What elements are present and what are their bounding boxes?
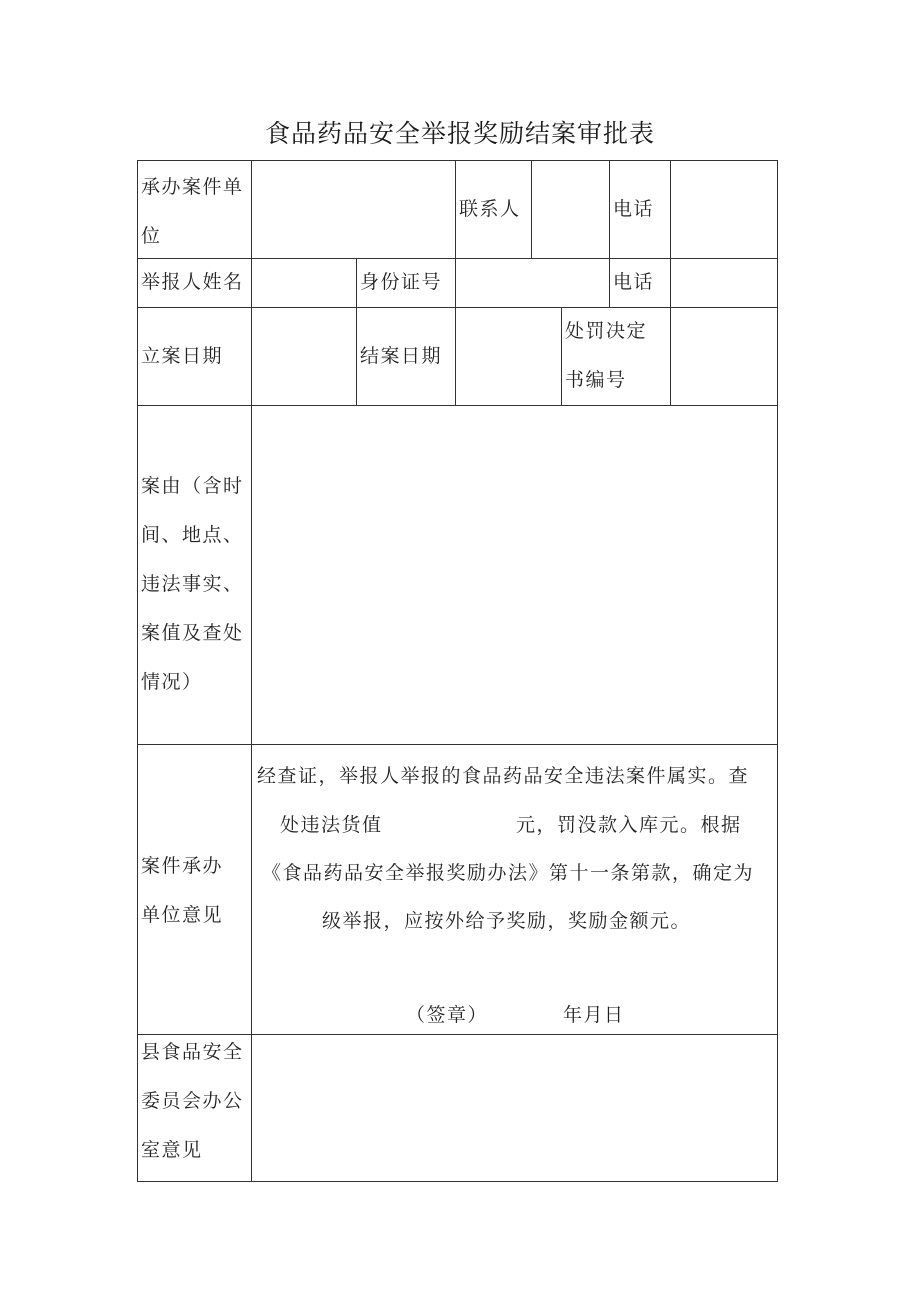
opinion-body-line4: 级举报，应按外给予奖励，奖励金额元。 [322, 910, 692, 932]
row2-divider-a [356, 258, 357, 307]
opinion-body-line3: 《食品药品安全举报奖励办法》第十一条第款，确定为 [262, 862, 755, 884]
opinion-label-line1: 案件承办 [141, 855, 224, 877]
row2-divider-c [609, 258, 610, 307]
handling-unit-opinion-label [141, 842, 223, 940]
opinion-label-line2: 单位意见 [141, 904, 224, 926]
committee-label-line2: 委员会办公 [141, 1090, 244, 1112]
row1-divider-a [455, 160, 456, 258]
cause-label-line: 违法事实、 [141, 573, 244, 595]
close-date-label: 结案日期 [360, 345, 443, 367]
phone-label-2: 电话 [613, 271, 655, 293]
row1-divider-d [670, 160, 671, 258]
date-label: 年月日 [563, 1004, 625, 1026]
row-divider-4 [137, 744, 778, 745]
id-number-label: 身份证号 [360, 271, 443, 293]
committee-label-line1: 县食品安全 [141, 1041, 244, 1063]
contact-label: 联系人 [459, 198, 521, 220]
row1-divider-b [531, 160, 532, 258]
unit-label-line2: 位 [141, 225, 162, 247]
committee-label-line3: 室意见 [141, 1139, 203, 1161]
seal-label: （签章） [406, 1004, 489, 1026]
penalty-label-line1: 处罚决定 [565, 320, 648, 342]
form-title: 食品药品安全举报奖励结案审批表 [264, 119, 655, 148]
penalty-label-line2: 书编号 [565, 369, 627, 391]
row2-divider-d [670, 258, 671, 307]
penalty-number-label [565, 307, 647, 405]
file-date-label: 立案日期 [141, 345, 224, 367]
table-border-left [137, 160, 138, 1182]
opinion-body-line2-a: 处违法货值 [280, 814, 383, 836]
phone-label-1: 电话 [613, 198, 655, 220]
row3-divider-b [455, 307, 456, 405]
row-divider-2 [137, 307, 778, 308]
case-cause-label [141, 462, 244, 707]
label-column-divider [251, 160, 252, 1182]
row-divider-3 [137, 405, 778, 406]
unit-label [141, 163, 244, 261]
cause-label-line: 案由（含时 [141, 475, 244, 497]
unit-label-line1: 承办案件单 [141, 176, 244, 198]
cause-label-line: 案值及查处 [141, 622, 244, 644]
row3-divider-a [356, 307, 357, 405]
table-border-top [137, 160, 778, 161]
row1-divider-c [609, 160, 610, 258]
food-safety-committee-opinion-label [141, 1028, 244, 1175]
reporter-name-label: 举报人姓名 [141, 271, 244, 293]
cause-label-line: 间、地点、 [141, 524, 244, 546]
opinion-body-line1: 经查证，举报人举报的食品药品安全违法案件属实。查 [257, 765, 750, 787]
row3-divider-d [670, 307, 671, 405]
cause-label-line: 情况） [141, 671, 203, 693]
opinion-body-line2-b: 元，罚没款入库元。根据 [516, 814, 742, 836]
row2-divider-b [455, 258, 456, 307]
row3-divider-c [561, 307, 562, 405]
table-border-right [777, 160, 778, 1182]
table-border-bottom [137, 1181, 778, 1182]
